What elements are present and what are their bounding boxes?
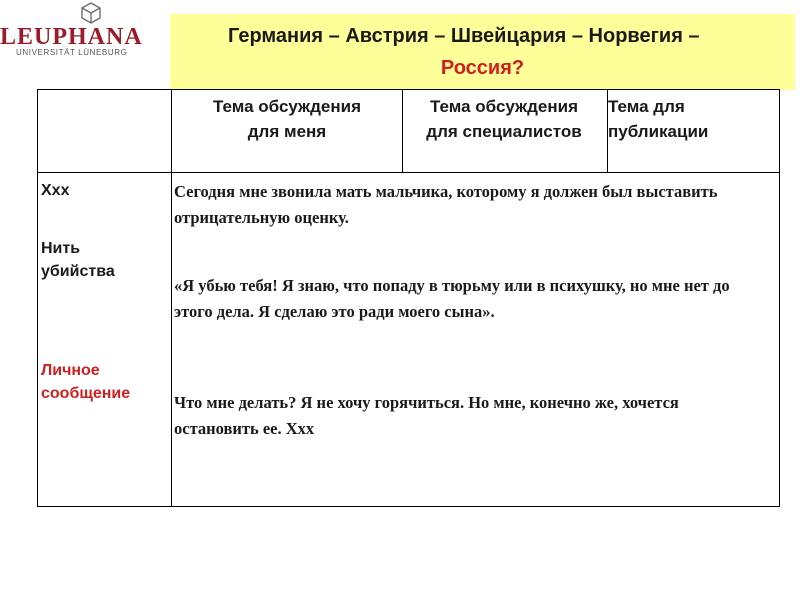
- case-label: [41, 359, 130, 405]
- discussion-table: [37, 89, 780, 507]
- header-topic-for-me: [172, 94, 402, 144]
- header-line: публикации: [608, 122, 709, 141]
- header-line: Тема обсуждения: [212, 97, 361, 116]
- title-countries: Германия – Австрия – Швейцария – Норвегия –: [228, 25, 700, 47]
- header-line: для специалистов: [426, 122, 582, 141]
- logo-wordmark: LEUPHANA: [0, 24, 143, 50]
- cube-outline-icon: [80, 2, 102, 24]
- case-topic-line: убийства: [41, 263, 115, 280]
- case-label-line: Личное: [41, 362, 100, 379]
- message-quote: «Я убью тебя! Я знаю, что попаду в тюрьму или в психушку, но мне нет до этого дела. Я сделаю это ради моего сына».: [174, 276, 730, 321]
- header-divider: [38, 172, 779, 173]
- column-divider: [171, 90, 172, 506]
- slide-title: [170, 14, 795, 90]
- header-line: Тема для: [608, 97, 685, 116]
- message-paragraph: Что мне делать? Я не хочу горячиться. Но мне, конечно же, хочется остановить ее. Xxx: [174, 393, 679, 438]
- university-logo: [0, 0, 175, 64]
- case-label-line: сообщение: [41, 385, 131, 402]
- logo-subtitle: UNIVERSITÄT LÜNEBURG: [16, 48, 128, 57]
- case-topic-line: Нить: [41, 240, 81, 257]
- header-topic-for-specialists: [402, 94, 606, 144]
- header-topic-for-publication: [608, 94, 738, 144]
- header-line: Тема обсуждения: [429, 97, 578, 116]
- header-line: для меня: [247, 122, 327, 141]
- case-topic: [41, 237, 115, 283]
- title-question: Россия?: [440, 57, 525, 79]
- message-paragraph: Сегодня мне звонила мать мальчика, которому я должен был выставить отрицательную оценку.: [174, 182, 718, 227]
- case-code: Xxx: [41, 182, 70, 199]
